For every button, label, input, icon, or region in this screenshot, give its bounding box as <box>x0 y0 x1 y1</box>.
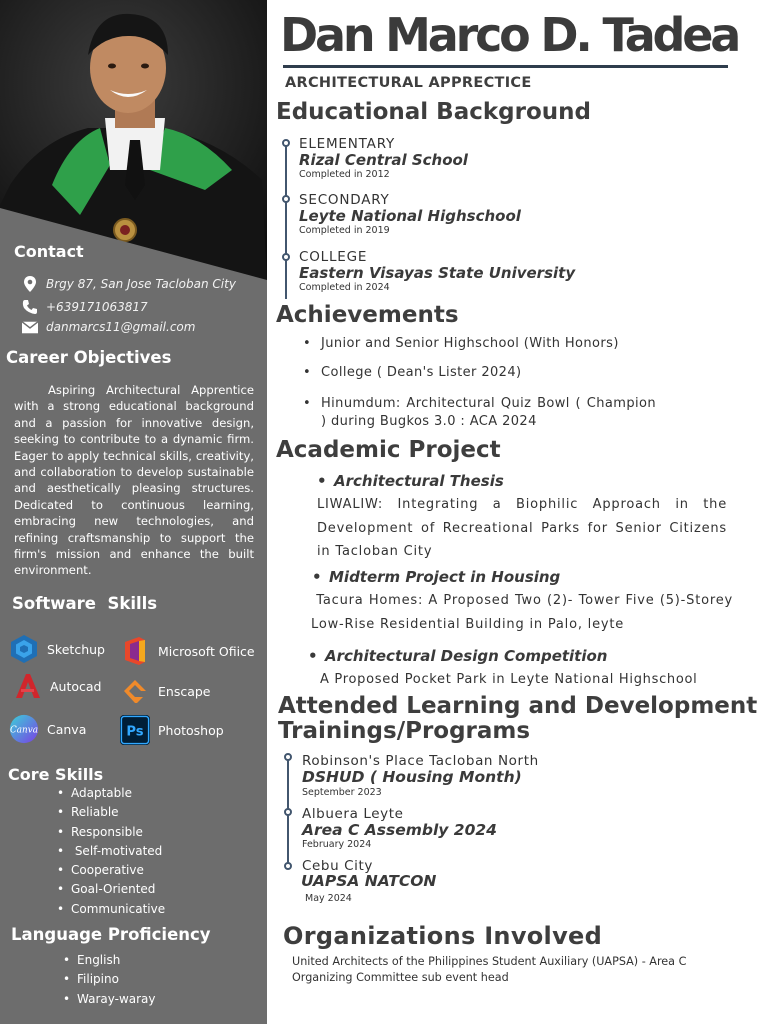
contact-address: Brgy 87, San Jose Tacloban City <box>46 277 236 291</box>
organizations-text: United Architects of the Philippines Student Auxiliary (UAPSA) - Area C Organizing Committee sub event head <box>292 955 687 984</box>
training-place: Robinson's Place Tacloban North <box>302 753 539 769</box>
software-item-sketchup <box>9 634 105 664</box>
software-item-enscape <box>120 676 211 706</box>
core-skill-item: • Adaptable <box>55 784 165 803</box>
project-title: • Architectural Thesis <box>334 472 504 490</box>
svg-text:Ps: Ps <box>126 724 144 740</box>
core-skill-item: • Self-motivated <box>55 842 165 861</box>
education-timeline <box>285 144 287 299</box>
candidate-name: Dan Marco D. Tadea <box>280 8 739 62</box>
name-divider <box>283 65 728 68</box>
contact-phone-row <box>22 299 148 315</box>
training-place: Cebu City <box>302 858 374 874</box>
contact-phone[interactable]: +639171063817 <box>46 300 148 314</box>
software-label-autocad: Autocad <box>50 678 102 694</box>
software-label-enscape: Enscape <box>158 683 211 699</box>
education-level: ELEMENTARY <box>299 136 396 152</box>
achievements-heading: Achievements <box>276 302 459 328</box>
contact-heading: Contact <box>14 242 84 261</box>
training-title: DSHUD ( Housing Month) <box>302 768 522 786</box>
photoshop-logo-icon <box>120 715 150 745</box>
education-level: COLLEGE <box>299 249 368 265</box>
mail-icon <box>22 319 38 335</box>
phone-icon <box>22 299 38 315</box>
education-heading: Educational Background <box>276 99 591 125</box>
software-item-photoshop <box>120 715 224 745</box>
timeline-dot <box>284 808 292 816</box>
trainings-heading-line1: Attended Learning and Development <box>278 693 758 719</box>
language-item: • English <box>61 951 156 970</box>
education-year: Completed in 2012 <box>299 169 390 180</box>
software-label-canva: Canva <box>47 721 87 737</box>
svg-text:Canva: Canva <box>10 725 38 736</box>
training-date: May 2024 <box>305 893 352 904</box>
software-label-sketchup: Sketchup <box>47 641 105 657</box>
canva-logo-icon <box>9 714 39 744</box>
software-skills-heading: Software Skills <box>12 594 158 613</box>
timeline-dot <box>282 253 290 261</box>
career-objectives-text: Aspiring Architectural Apprentice with a strong educational background and a passion for innovative design, seeking to contribute to a dynamic firm. Eager to apply technical skills, creativity, and collaboration to develop sustainable and aesthetically pleasing structures. Dedicated to continuous learning, embracing new technologies, and refining craftsmanship to support the firm's mission and enhance the built environment. <box>14 383 254 578</box>
training-date: February 2024 <box>302 839 372 850</box>
career-objectives-heading: Career Objectives <box>6 348 172 367</box>
education-school: Leyte National Highschool <box>299 207 521 225</box>
training-title: UAPSA NATCON <box>301 872 437 890</box>
project-title: • Midterm Project in Housing <box>329 568 560 586</box>
software-label-photoshop: Photoshop <box>158 722 224 738</box>
timeline-dot <box>282 139 290 147</box>
core-skills-heading: Core Skills <box>8 765 104 784</box>
achievement-item: • Hinumdum: Architectural Quiz Bowl ( Champion ) during Bugkos 3.0 : ACA 2024 <box>306 395 656 431</box>
achievement-item: • College ( Dean's Lister 2024) <box>306 364 646 382</box>
microsoft-office-logo-icon <box>120 636 150 666</box>
academic-project-heading: Academic Project <box>276 437 501 463</box>
education-school: Eastern Visayas State University <box>299 264 576 282</box>
education-school: Rizal Central School <box>299 151 468 169</box>
core-skill-item: • Cooperative <box>55 861 165 880</box>
sketchup-logo-icon <box>9 634 39 664</box>
achievement-item: • Junior and Senior Highschool (With Honors) <box>306 335 646 353</box>
project-description: LIWALIW: Integrating a Biophilic Approach in the Development of Recreational Parks for Senior Citizens in Tacloban City <box>317 497 727 559</box>
language-proficiency-heading: Language Proficiency <box>11 925 211 944</box>
contact-address-row <box>22 276 236 292</box>
core-skill-item: • Reliable <box>55 803 165 822</box>
core-skills-list <box>55 784 165 919</box>
software-item-microsoft-office <box>120 636 255 666</box>
project-description: A Proposed Pocket Park in Leyte National Highschool <box>320 672 698 687</box>
timeline-dot <box>282 195 290 203</box>
project-title: • Architectural Design Competition <box>325 647 607 665</box>
project-description: Tacura Homes: A Proposed Two (2)- Tower Five (5)-Storey Low-Rise Residential Building in Palo, leyte <box>311 593 738 632</box>
contact-email[interactable]: danmarcs11@gmail.com <box>46 320 196 334</box>
sidebar <box>0 0 267 1024</box>
trainings-heading-line2: Trainings/Programs <box>278 718 531 744</box>
location-pin-icon <box>22 276 38 292</box>
software-item-canva <box>9 714 86 744</box>
language-item: • Filipino <box>61 970 156 989</box>
software-label-microsoft-office: Microsoft Ofiice <box>158 643 255 659</box>
training-date: September 2023 <box>302 787 382 798</box>
language-list <box>61 951 156 1009</box>
autocad-logo-icon <box>12 671 42 701</box>
core-skill-item: • Goal-Oriented <box>55 880 165 899</box>
language-item: • Waray-waray <box>61 990 156 1009</box>
core-skill-item: • Responsible <box>55 823 165 842</box>
timeline-dot <box>284 862 292 870</box>
timeline-dot <box>284 753 292 761</box>
education-year: Completed in 2024 <box>299 282 390 293</box>
organizations-heading: Organizations Involved <box>283 922 603 950</box>
enscape-logo-icon <box>120 676 150 706</box>
training-title: Area C Assembly 2024 <box>302 821 497 839</box>
education-level: SECONDARY <box>299 192 390 208</box>
software-item-autocad <box>12 671 102 701</box>
training-place: Albuera Leyte <box>302 806 404 822</box>
core-skill-item: • Communicative <box>55 900 165 919</box>
profile-photo <box>0 0 267 280</box>
contact-email-row <box>22 319 195 335</box>
candidate-role: ARCHITECTURAL APPRECTICE <box>285 75 532 91</box>
education-year: Completed in 2019 <box>299 225 390 236</box>
